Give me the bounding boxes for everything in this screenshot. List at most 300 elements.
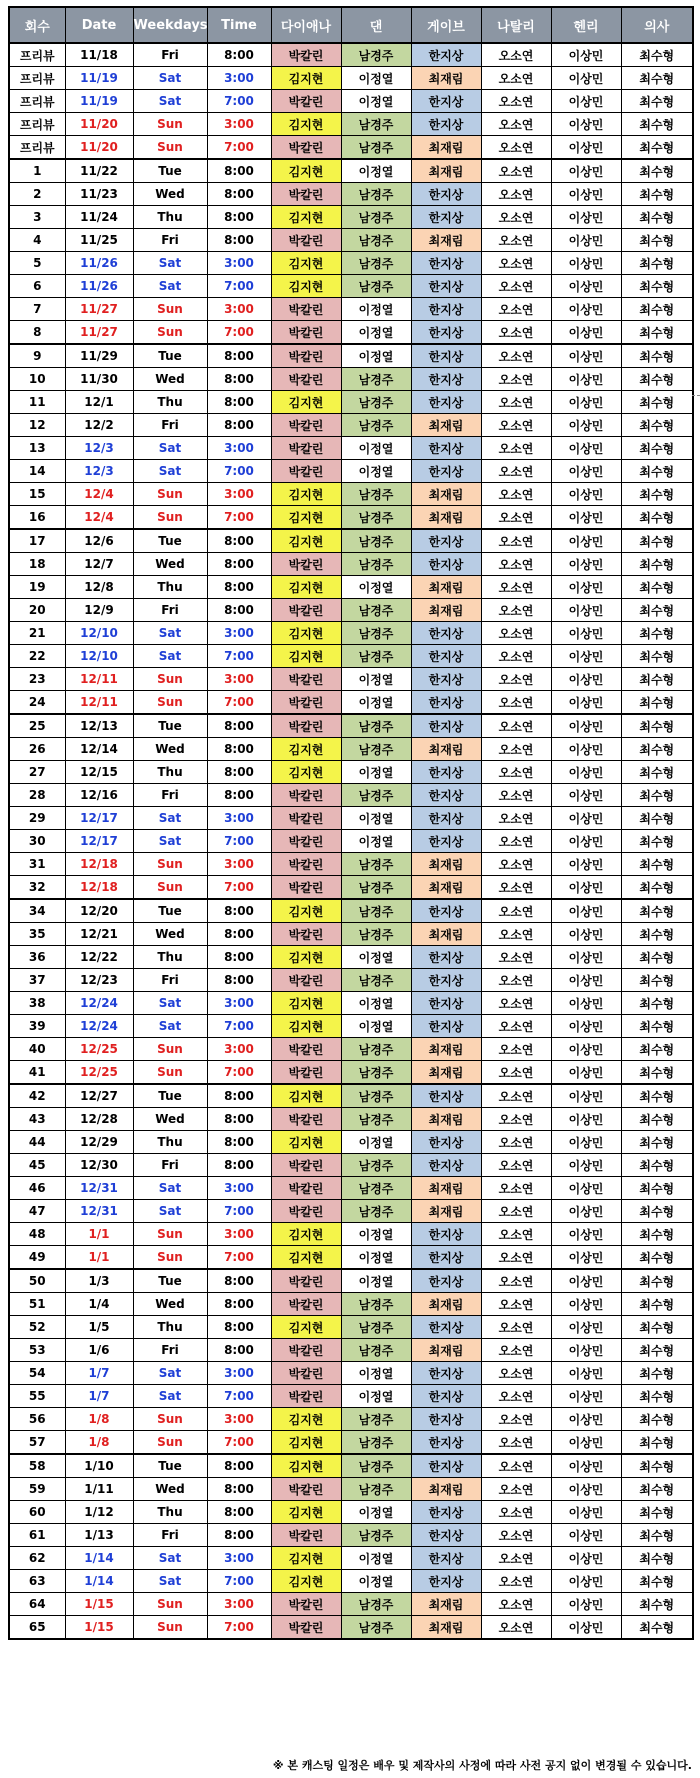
cell-time: 8:00 [207, 923, 271, 946]
cell-doctor: 최수형 [621, 183, 693, 206]
cell-round: 6 [9, 275, 65, 298]
cell-diana: 박칼린 [271, 714, 341, 738]
cell-dan: 남경주 [341, 1293, 411, 1316]
cell-henry: 이상민 [551, 1200, 621, 1223]
cell-weekday: Sat [133, 1015, 207, 1038]
cell-natalie: 오소연 [481, 229, 551, 252]
cell-diana: 김지현 [271, 159, 341, 183]
cell-weekday: Tue [133, 159, 207, 183]
cell-dan: 남경주 [341, 275, 411, 298]
cell-henry: 이상민 [551, 437, 621, 460]
cell-date: 1/10 [65, 1454, 133, 1478]
cell-doctor: 최수형 [621, 761, 693, 784]
cell-henry: 이상민 [551, 807, 621, 830]
cell-doctor: 최수형 [621, 298, 693, 321]
cell-diana: 김지현 [271, 1454, 341, 1478]
cell-round: 14 [9, 460, 65, 483]
cell-date: 12/24 [65, 1015, 133, 1038]
cell-henry: 이상민 [551, 1547, 621, 1570]
schedule-row [9, 784, 693, 807]
cell-doctor: 최수형 [621, 1316, 693, 1339]
cell-time: 8:00 [207, 576, 271, 599]
cell-diana: 김지현 [271, 1431, 341, 1455]
cell-natalie: 오소연 [481, 437, 551, 460]
cell-date: 12/2 [65, 414, 133, 437]
cell-natalie: 오소연 [481, 183, 551, 206]
cell-round: 12 [9, 414, 65, 437]
cell-dan: 이정열 [341, 460, 411, 483]
cell-gabe: 최재림 [411, 1108, 481, 1131]
cell-dan: 남경주 [341, 1339, 411, 1362]
cell-diana: 박칼린 [271, 1154, 341, 1177]
cell-time: 8:00 [207, 529, 271, 553]
cell-dan: 이정열 [341, 761, 411, 784]
cell-henry: 이상민 [551, 1223, 621, 1246]
cell-date: 1/8 [65, 1408, 133, 1431]
cell-diana: 박칼린 [271, 853, 341, 876]
schedule-row [9, 1547, 693, 1570]
cell-dan: 남경주 [341, 622, 411, 645]
cell-dan: 남경주 [341, 136, 411, 160]
schedule-row [9, 853, 693, 876]
cell-natalie: 오소연 [481, 1015, 551, 1038]
cell-time: 3:00 [207, 483, 271, 506]
cell-round: 60 [9, 1501, 65, 1524]
cell-weekday: Fri [133, 1524, 207, 1547]
cell-date: 1/5 [65, 1316, 133, 1339]
schedule-row [9, 344, 693, 368]
cell-natalie: 오소연 [481, 1547, 551, 1570]
cell-henry: 이상민 [551, 483, 621, 506]
cell-dan: 남경주 [341, 368, 411, 391]
cell-time: 8:00 [207, 183, 271, 206]
cell-natalie: 오소연 [481, 738, 551, 761]
schedule-row [9, 460, 693, 483]
cell-diana: 김지현 [271, 1316, 341, 1339]
cell-henry: 이상민 [551, 899, 621, 923]
cell-round: 47 [9, 1200, 65, 1223]
cell-round: 프리뷰 [9, 43, 65, 67]
schedule-row [9, 1316, 693, 1339]
cell-dan: 이정열 [341, 1246, 411, 1270]
cell-date: 12/7 [65, 553, 133, 576]
cell-henry: 이상민 [551, 1593, 621, 1616]
cell-gabe: 최재림 [411, 1478, 481, 1501]
cell-dan: 남경주 [341, 529, 411, 553]
cell-weekday: Sun [133, 298, 207, 321]
cell-gabe: 한지상 [411, 1084, 481, 1108]
cell-gabe: 한지상 [411, 206, 481, 229]
cell-date: 12/31 [65, 1200, 133, 1223]
cell-doctor: 최수형 [621, 391, 693, 414]
schedule-row [9, 529, 693, 553]
cell-weekday: Wed [133, 553, 207, 576]
cell-diana: 김지현 [271, 391, 341, 414]
cell-time: 7:00 [207, 1200, 271, 1223]
schedule-row [9, 1339, 693, 1362]
cell-dan: 이정열 [341, 830, 411, 853]
cell-henry: 이상민 [551, 599, 621, 622]
cell-gabe: 한지상 [411, 1015, 481, 1038]
cell-gabe: 최재림 [411, 1177, 481, 1200]
cell-gabe: 한지상 [411, 1570, 481, 1593]
cell-diana: 김지현 [271, 1246, 341, 1270]
schedule-row [9, 136, 693, 160]
cell-natalie: 오소연 [481, 1478, 551, 1501]
cell-natalie: 오소연 [481, 529, 551, 553]
cell-henry: 이상민 [551, 1154, 621, 1177]
cell-dan: 남경주 [341, 714, 411, 738]
schedule-row [9, 969, 693, 992]
cell-round: 26 [9, 738, 65, 761]
cell-time: 3:00 [207, 298, 271, 321]
cell-diana: 박칼린 [271, 668, 341, 691]
cell-round: 55 [9, 1385, 65, 1408]
cell-date: 12/11 [65, 668, 133, 691]
cell-round: 20 [9, 599, 65, 622]
cell-diana: 김지현 [271, 483, 341, 506]
cell-weekday: Sat [133, 622, 207, 645]
cell-dan: 남경주 [341, 43, 411, 67]
cell-dan: 이정열 [341, 691, 411, 715]
cell-weekday: Tue [133, 899, 207, 923]
cell-weekday: Sat [133, 1362, 207, 1385]
cell-gabe: 한지상 [411, 1131, 481, 1154]
cell-dan: 이정열 [341, 946, 411, 969]
cell-gabe: 최재림 [411, 738, 481, 761]
cell-time: 8:00 [207, 1154, 271, 1177]
cell-round: 19 [9, 576, 65, 599]
cell-gabe: 한지상 [411, 43, 481, 67]
cell-gabe: 최재림 [411, 1038, 481, 1061]
cell-diana: 박칼린 [271, 1177, 341, 1200]
cell-time: 8:00 [207, 1501, 271, 1524]
cell-gabe: 최재림 [411, 136, 481, 160]
cell-time: 8:00 [207, 1339, 271, 1362]
cell-diana: 박칼린 [271, 1269, 341, 1293]
cell-natalie: 오소연 [481, 67, 551, 90]
cell-dan: 남경주 [341, 506, 411, 530]
cell-gabe: 한지상 [411, 691, 481, 715]
cell-date: 11/19 [65, 67, 133, 90]
header-weekday: Weekdays [133, 7, 207, 43]
cell-doctor: 최수형 [621, 1339, 693, 1362]
cell-natalie: 오소연 [481, 1408, 551, 1431]
cell-henry: 이상민 [551, 344, 621, 368]
cell-doctor: 최수형 [621, 460, 693, 483]
cell-time: 7:00 [207, 1015, 271, 1038]
cell-round: 49 [9, 1246, 65, 1270]
schedule-row [9, 876, 693, 900]
cell-natalie: 오소연 [481, 1246, 551, 1270]
cell-date: 12/14 [65, 738, 133, 761]
cell-time: 3:00 [207, 1408, 271, 1431]
cell-date: 1/12 [65, 1501, 133, 1524]
cell-diana: 김지현 [271, 1570, 341, 1593]
cell-date: 12/31 [65, 1177, 133, 1200]
cell-date: 12/17 [65, 807, 133, 830]
header-doctor: 의사 [621, 7, 693, 43]
cell-weekday: Thu [133, 946, 207, 969]
cell-doctor: 최수형 [621, 136, 693, 160]
schedule-row [9, 252, 693, 275]
cell-henry: 이상민 [551, 1339, 621, 1362]
cell-henry: 이상민 [551, 553, 621, 576]
cell-dan: 이정열 [341, 1501, 411, 1524]
cell-weekday: Sat [133, 1177, 207, 1200]
cell-time: 7:00 [207, 1061, 271, 1085]
cell-diana: 김지현 [271, 992, 341, 1015]
cell-diana: 김지현 [271, 576, 341, 599]
cell-time: 7:00 [207, 830, 271, 853]
cell-dan: 남경주 [341, 229, 411, 252]
header-gabe: 게이브 [411, 7, 481, 43]
cell-natalie: 오소연 [481, 90, 551, 113]
schedule-row [9, 645, 693, 668]
cell-round: 23 [9, 668, 65, 691]
cell-weekday: Sun [133, 1223, 207, 1246]
cell-weekday: Wed [133, 368, 207, 391]
cell-dan: 남경주 [341, 876, 411, 900]
cell-gabe: 최재림 [411, 1293, 481, 1316]
cell-date: 1/4 [65, 1293, 133, 1316]
cell-gabe: 한지상 [411, 1431, 481, 1455]
cell-natalie: 오소연 [481, 275, 551, 298]
cell-henry: 이상민 [551, 1108, 621, 1131]
cell-gabe: 한지상 [411, 437, 481, 460]
cell-weekday: Sun [133, 506, 207, 530]
cell-diana: 박칼린 [271, 43, 341, 67]
schedule-row [9, 183, 693, 206]
cell-doctor: 최수형 [621, 483, 693, 506]
casting-schedule-table [8, 6, 694, 1640]
cell-time: 3:00 [207, 67, 271, 90]
cell-time: 8:00 [207, 1454, 271, 1478]
cell-henry: 이상민 [551, 1015, 621, 1038]
cell-doctor: 최수형 [621, 807, 693, 830]
cell-gabe: 한지상 [411, 1154, 481, 1177]
cell-round: 15 [9, 483, 65, 506]
cell-gabe: 한지상 [411, 1547, 481, 1570]
header-dan: 댄 [341, 7, 411, 43]
schedule-row [9, 1524, 693, 1547]
schedule-row [9, 830, 693, 853]
cell-diana: 박칼린 [271, 1524, 341, 1547]
cell-weekday: Sun [133, 876, 207, 900]
cell-weekday: Sat [133, 645, 207, 668]
cell-dan: 이정열 [341, 298, 411, 321]
cell-date: 11/30 [65, 368, 133, 391]
cell-round: 34 [9, 899, 65, 923]
cell-date: 12/22 [65, 946, 133, 969]
header-row [9, 7, 693, 43]
cell-time: 3:00 [207, 1593, 271, 1616]
cell-doctor: 최수형 [621, 1616, 693, 1640]
cell-natalie: 오소연 [481, 43, 551, 67]
cell-time: 3:00 [207, 252, 271, 275]
cell-natalie: 오소연 [481, 1362, 551, 1385]
cell-henry: 이상민 [551, 576, 621, 599]
cell-weekday: Sun [133, 1616, 207, 1640]
cell-round: 18 [9, 553, 65, 576]
cell-weekday: Tue [133, 714, 207, 738]
schedule-row [9, 229, 693, 252]
cell-date: 11/27 [65, 298, 133, 321]
cell-gabe: 한지상 [411, 969, 481, 992]
cell-time: 7:00 [207, 1570, 271, 1593]
cell-natalie: 오소연 [481, 830, 551, 853]
cell-round: 63 [9, 1570, 65, 1593]
cell-gabe: 최재림 [411, 576, 481, 599]
cell-round: 64 [9, 1593, 65, 1616]
cell-round: 36 [9, 946, 65, 969]
cell-diana: 박칼린 [271, 599, 341, 622]
cell-date: 12/4 [65, 506, 133, 530]
cell-doctor: 최수형 [621, 576, 693, 599]
cell-date: 12/27 [65, 1084, 133, 1108]
cell-natalie: 오소연 [481, 1038, 551, 1061]
schedule-row [9, 576, 693, 599]
cell-doctor: 최수형 [621, 159, 693, 183]
cell-round: 42 [9, 1084, 65, 1108]
schedule-row [9, 1015, 693, 1038]
cell-time: 8:00 [207, 969, 271, 992]
cell-weekday: Sat [133, 90, 207, 113]
cell-natalie: 오소연 [481, 899, 551, 923]
cell-round: 51 [9, 1293, 65, 1316]
cell-date: 1/1 [65, 1223, 133, 1246]
cell-natalie: 오소연 [481, 113, 551, 136]
cell-diana: 박칼린 [271, 830, 341, 853]
footnote: ※ 본 캐스팅 일정은 배우 및 제작사의 사정에 따라 사전 공지 없이 변경될 수 있습니다. [272, 1759, 692, 1772]
cell-weekday: Wed [133, 183, 207, 206]
cell-natalie: 오소연 [481, 1223, 551, 1246]
cell-date: 1/1 [65, 1246, 133, 1270]
schedule-row [9, 992, 693, 1015]
cell-round: 54 [9, 1362, 65, 1385]
cell-diana: 박칼린 [271, 807, 341, 830]
cell-time: 7:00 [207, 876, 271, 900]
schedule-row [9, 1269, 693, 1293]
cell-natalie: 오소연 [481, 1501, 551, 1524]
cell-time: 8:00 [207, 1478, 271, 1501]
cell-dan: 남경주 [341, 784, 411, 807]
cell-weekday: Wed [133, 1108, 207, 1131]
cell-natalie: 오소연 [481, 853, 551, 876]
cell-round: 48 [9, 1223, 65, 1246]
cell-doctor: 최수형 [621, 876, 693, 900]
cell-doctor: 최수형 [621, 668, 693, 691]
cell-round: 3 [9, 206, 65, 229]
cell-doctor: 최수형 [621, 599, 693, 622]
cell-henry: 이상민 [551, 159, 621, 183]
cell-time: 3:00 [207, 437, 271, 460]
cell-doctor: 최수형 [621, 506, 693, 530]
cell-diana: 박칼린 [271, 876, 341, 900]
cell-diana: 김지현 [271, 761, 341, 784]
cell-henry: 이상민 [551, 321, 621, 345]
cell-henry: 이상민 [551, 43, 621, 67]
cell-doctor: 최수형 [621, 1593, 693, 1616]
cell-dan: 남경주 [341, 738, 411, 761]
cell-doctor: 최수형 [621, 529, 693, 553]
cell-gabe: 한지상 [411, 1362, 481, 1385]
cell-round: 50 [9, 1269, 65, 1293]
cell-weekday: Sun [133, 1431, 207, 1455]
cell-weekday: Sat [133, 1547, 207, 1570]
cell-henry: 이상민 [551, 1316, 621, 1339]
cell-diana: 김지현 [271, 529, 341, 553]
cell-doctor: 최수형 [621, 344, 693, 368]
cell-natalie: 오소연 [481, 1061, 551, 1085]
cell-doctor: 최수형 [621, 1478, 693, 1501]
cell-dan: 이정열 [341, 668, 411, 691]
cell-weekday: Sun [133, 1593, 207, 1616]
cell-natalie: 오소연 [481, 414, 551, 437]
cell-weekday: Sun [133, 136, 207, 160]
cell-time: 3:00 [207, 1177, 271, 1200]
cell-henry: 이상민 [551, 1293, 621, 1316]
cell-doctor: 최수형 [621, 1524, 693, 1547]
cell-diana: 박칼린 [271, 1616, 341, 1640]
cell-time: 7:00 [207, 691, 271, 715]
cell-diana: 박칼린 [271, 553, 341, 576]
schedule-row [9, 1454, 693, 1478]
cell-dan: 남경주 [341, 414, 411, 437]
cell-diana: 김지현 [271, 1501, 341, 1524]
cell-henry: 이상민 [551, 645, 621, 668]
schedule-row [9, 483, 693, 506]
schedule-row [9, 206, 693, 229]
cell-time: 8:00 [207, 414, 271, 437]
cell-round: 27 [9, 761, 65, 784]
cell-diana: 박칼린 [271, 1108, 341, 1131]
cell-weekday: Wed [133, 738, 207, 761]
cell-date: 12/6 [65, 529, 133, 553]
cell-diana: 김지현 [271, 113, 341, 136]
cell-henry: 이상민 [551, 992, 621, 1015]
cell-gabe: 한지상 [411, 460, 481, 483]
schedule-row [9, 1293, 693, 1316]
cell-henry: 이상민 [551, 622, 621, 645]
cell-dan: 남경주 [341, 1316, 411, 1339]
cell-weekday: Sun [133, 321, 207, 345]
cell-henry: 이상민 [551, 691, 621, 715]
schedule-row [9, 1616, 693, 1640]
cell-gabe: 최재림 [411, 229, 481, 252]
cell-gabe: 한지상 [411, 529, 481, 553]
cell-natalie: 오소연 [481, 252, 551, 275]
cell-dan: 남경주 [341, 1200, 411, 1223]
cell-weekday: Tue [133, 344, 207, 368]
cell-natalie: 오소연 [481, 876, 551, 900]
cell-gabe: 한지상 [411, 553, 481, 576]
cell-doctor: 최수형 [621, 113, 693, 136]
cell-weekday: Fri [133, 784, 207, 807]
cell-doctor: 최수형 [621, 1108, 693, 1131]
cell-round: 13 [9, 437, 65, 460]
cell-diana: 김지현 [271, 738, 341, 761]
cell-gabe: 한지상 [411, 1408, 481, 1431]
cell-henry: 이상민 [551, 90, 621, 113]
cell-round: 45 [9, 1154, 65, 1177]
cell-natalie: 오소연 [481, 1570, 551, 1593]
cell-time: 7:00 [207, 645, 271, 668]
cell-date: 12/25 [65, 1038, 133, 1061]
cell-henry: 이상민 [551, 275, 621, 298]
cell-weekday: Sat [133, 992, 207, 1015]
schedule-row [9, 553, 693, 576]
